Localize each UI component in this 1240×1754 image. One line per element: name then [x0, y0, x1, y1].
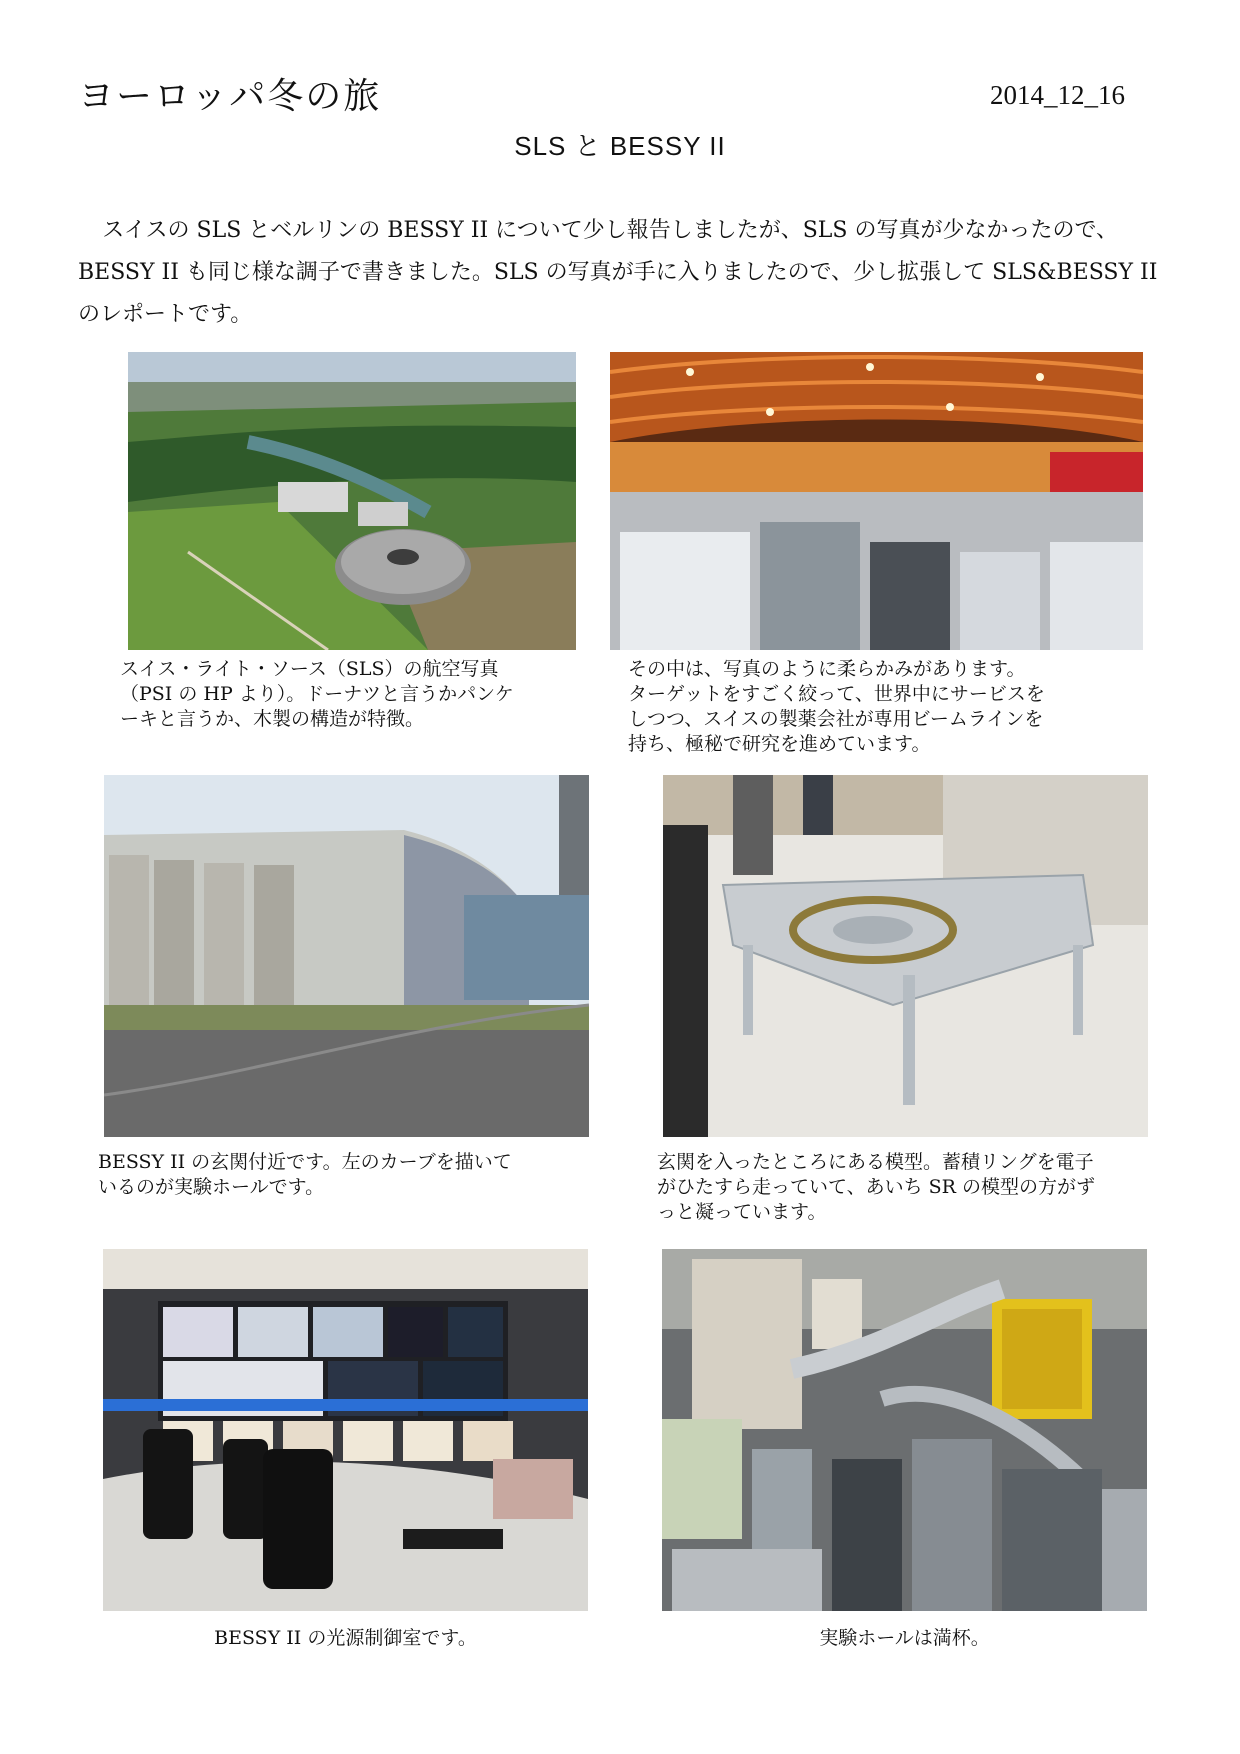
- bessy-model-caption: 玄関を入ったところにある模型。蓄積リングを電子 がひたすら走っていて、あいち SR の模型の方がず っと凝っています。: [657, 1151, 1096, 1223]
- date: 2014_12_16: [990, 80, 1125, 110]
- page-subtitle: SLS と BESSY II: [514, 131, 726, 161]
- intro-text: スイスの SLS とベルリンの BESSY II について少し報告しましたが、SLS の写真が少なかったので、BESSY II も同じ様な調子で書きました。SLS の写真が手に入りましたので、少し拡張して SLS&BESSY II のレポートです。: [78, 218, 1158, 327]
- bessy-hall-photo: [662, 1249, 1147, 1611]
- bessy-model-photo: [663, 775, 1148, 1137]
- bessy-hall-caption: 実験ホールは満杯。: [819, 1627, 990, 1649]
- sls-interior-photo: [610, 352, 1143, 650]
- page-title: ヨーロッパ冬の旅: [78, 76, 382, 117]
- sls-aerial-photo: [128, 352, 576, 650]
- bessy-entrance-caption: BESSY II の玄関付近です。左のカーブを描いて いるのが実験ホールです。: [98, 1151, 512, 1198]
- bessy-control-room-caption: BESSY II の光源制御室です。: [214, 1627, 477, 1649]
- sls-aerial-caption: スイス・ライト・ソース（SLS）の航空写真 （PSI の HP より）。ドーナツと言うかパンケ ーキと言うか、木製の構造が特徴。: [120, 658, 514, 730]
- sls-interior-caption: その中は、写真のように柔らかみがあります。 ターゲットをすごく絞って、世界中にサービスを しつつ、スイスの製薬会社が専用ビームラインを 持ち、極秘で研究を進めています。: [628, 658, 1045, 755]
- bessy-entrance-photo: [104, 775, 589, 1137]
- bessy-control-room-photo: [103, 1249, 588, 1611]
- intro-paragraph: [78, 210, 1158, 336]
